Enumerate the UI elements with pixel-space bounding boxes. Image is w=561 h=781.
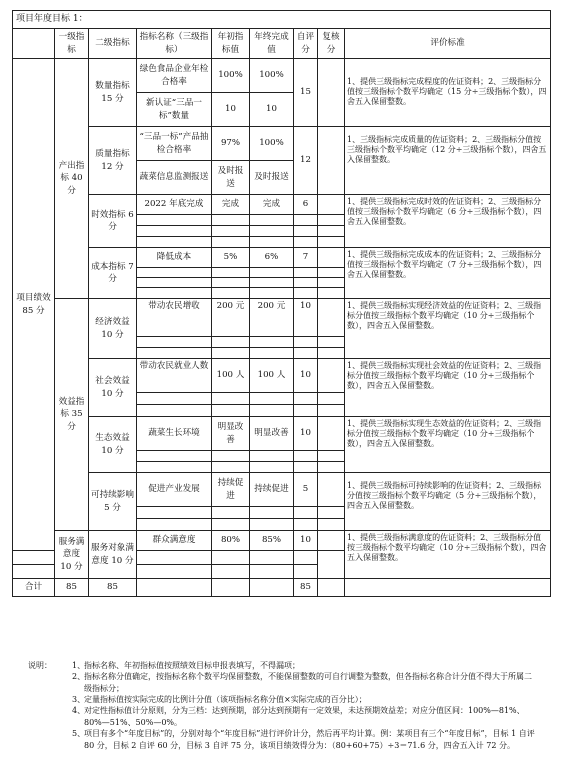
empty-cell <box>212 405 250 417</box>
self-score: 10 <box>294 531 318 551</box>
header-level3: 指标名称（三级指标） <box>137 29 212 59</box>
empty-cell <box>137 519 212 531</box>
evaluation-sheet <box>12 10 550 597</box>
economic-benefit-label: 经济效益 10 分 <box>89 299 137 359</box>
empty-cell <box>294 268 318 278</box>
empty-cell <box>250 215 294 226</box>
empty-cell <box>294 393 318 405</box>
empty-cell <box>318 237 345 248</box>
empty-cell <box>250 579 294 597</box>
empty-cell <box>294 451 318 462</box>
review-score <box>318 299 345 337</box>
note-item <box>28 728 538 751</box>
empty-cell <box>137 226 212 237</box>
header-final: 年终完成值 <box>250 29 294 59</box>
empty-cell <box>137 337 212 348</box>
empty-cell <box>137 462 212 473</box>
final-value: 100% <box>250 127 294 161</box>
final-value: 明显改善 <box>250 417 294 451</box>
indicator-name: 降低成本 <box>137 248 212 268</box>
review-score <box>318 248 345 268</box>
empty-cell <box>212 337 250 348</box>
empty-cell <box>318 226 345 237</box>
initial-value: 97% <box>212 127 250 161</box>
note-number: 5、 <box>72 729 86 739</box>
review-score <box>318 531 345 551</box>
empty-cell <box>212 551 250 565</box>
self-score: 10 <box>294 417 318 451</box>
empty-cell <box>250 462 294 473</box>
empty-cell <box>318 462 345 473</box>
empty-cell <box>318 337 345 348</box>
empty-cell <box>294 237 318 248</box>
empty-cell <box>250 278 294 288</box>
initial-value: 完成 <box>212 195 250 215</box>
self-score: 6 <box>294 195 318 215</box>
final-value: 持续促进 <box>250 473 294 507</box>
header-level1: 一级指标 <box>55 29 89 59</box>
empty-cell <box>137 348 212 359</box>
criteria-text: 1、提供三级指标完成时效的佐证资料；2、三级指标分值按三级指标个数平均确定（6 分÷三级指标个数），四舍五入保留整数。 <box>345 195 551 248</box>
note-item <box>28 671 538 694</box>
note-number: 2、 <box>72 672 86 682</box>
empty-cell <box>250 451 294 462</box>
empty-cell <box>318 215 345 226</box>
criteria-text: 1、提供三级指标满意度的佐证资料；2、三级指标分值按三级指标个数平均确定（10 分÷三级指标个数），四舍五入保留整数。 <box>345 531 551 579</box>
empty-cell <box>212 507 250 519</box>
initial-value: 明显改善 <box>212 417 250 451</box>
empty-cell <box>137 405 212 417</box>
empty-cell <box>318 268 345 278</box>
note-item <box>28 694 538 705</box>
empty-cell <box>250 288 294 299</box>
total-self-score: 85 <box>294 579 318 597</box>
criteria-text: 1、提供三级指标完成程度的佐证资料；2、三级指标分值按三级指标个数平均确定（15 分÷三级指标个数），四舍五入保留整数。 <box>345 59 551 127</box>
empty-cell <box>294 337 318 348</box>
indicator-name: “三品一标”产品抽检合格率 <box>137 127 212 161</box>
ecological-benefit-label: 生态效益 10 分 <box>89 417 137 473</box>
empty-cell <box>294 507 318 519</box>
indicator-name: 新认证“三品一标”数量 <box>137 93 212 127</box>
empty-cell <box>212 348 250 359</box>
final-value: 6% <box>250 248 294 268</box>
total-level2: 85 <box>89 579 137 597</box>
header-criteria: 评价标准 <box>345 29 551 59</box>
empty-cell <box>137 268 212 278</box>
header-level2: 二级指标 <box>89 29 137 59</box>
note-text: 定量指标值按实际完成的比例计分值（该项指标名称分值×实际完成的百分比）； <box>84 695 367 705</box>
timeliness-indicator-label: 时效指标 6 分 <box>89 195 137 248</box>
initial-value: 5% <box>212 248 250 268</box>
criteria-text: 1、提供三级指标实现经济效益的佐证资料；2、三级指标分值按三级指标个数平均确定（10 分÷三级指标个数），四舍五入保留整数。 <box>345 299 551 359</box>
empty-cell <box>318 348 345 359</box>
empty-cell <box>250 519 294 531</box>
criteria-text: 1、提供三级指标实现生态效益的佐证资料；2、三级指标分值按三级指标个数平均确定（10 分÷三级指标个数），四舍五入保留整数。 <box>345 417 551 473</box>
empty-cell <box>318 451 345 462</box>
indicator-name: 带动农民增收 <box>137 299 212 337</box>
empty-cell <box>318 405 345 417</box>
self-score: 12 <box>294 127 318 195</box>
criteria-text: 1、三级指标完成质量的佐证资料；2、三级指标分值按三级指标个数平均确定（12 分÷三级指标个数），四舍五入保留整数。 <box>345 127 551 195</box>
empty-cell <box>250 226 294 237</box>
benefit-indicator-label: 效益指标 35 分 <box>55 299 89 531</box>
empty-cell <box>212 215 250 226</box>
empty-cell <box>137 288 212 299</box>
empty-cell <box>137 215 212 226</box>
empty-cell <box>250 268 294 278</box>
empty-cell <box>13 565 55 579</box>
note-number: 3、 <box>72 695 86 705</box>
criteria-text: 1、提供三级指标完成成本的佐证资料；2、三级指标分值按三级指标个数平均确定（7 分÷三级指标个数），四舍五入保留整数。 <box>345 248 551 299</box>
final-value: 及时报送 <box>250 161 294 195</box>
empty-cell <box>294 551 318 565</box>
quantity-indicator-label: 数量指标 15 分 <box>89 59 137 127</box>
final-value: 200 元 <box>250 299 294 337</box>
indicator-name: 群众满意度 <box>137 531 212 551</box>
empty-cell <box>318 288 345 299</box>
empty-cell <box>294 565 318 579</box>
cost-indicator-label: 成本指标 7 分 <box>89 248 137 299</box>
service-object-satisfaction-label: 服务对象满意度 10 分 <box>89 531 137 579</box>
empty-cell <box>294 215 318 226</box>
header-initial: 年初指标值 <box>212 29 250 59</box>
empty-cell <box>294 226 318 237</box>
initial-value: 100 人 <box>212 359 250 393</box>
empty-cell <box>13 551 55 565</box>
self-score: 10 <box>294 299 318 337</box>
final-value: 10 <box>250 93 294 127</box>
service-satisfaction-label: 服务满意度 10 分 <box>55 531 89 579</box>
empty-cell <box>250 393 294 405</box>
empty-cell <box>137 278 212 288</box>
header-review-score: 复核分 <box>318 29 345 59</box>
note-item <box>28 705 538 728</box>
empty-cell <box>212 462 250 473</box>
empty-cell <box>294 519 318 531</box>
evaluation-table <box>12 10 551 597</box>
project-performance-label: 项目绩效 85 分 <box>13 59 55 551</box>
empty-cell <box>250 237 294 248</box>
quality-indicator-label: 质量指标 12 分 <box>89 127 137 195</box>
indicator-name: 促进产业发展 <box>137 473 212 507</box>
note-text: 指标名称、年初指标值按照绩效目标申报表填写，不得漏项； <box>84 661 300 670</box>
initial-value: 持续促进 <box>212 473 250 507</box>
note-text: 对定性指标值计分原则，分为三档：达到预期，部分达到预期有一定效果，未达预期效益差；对应分值区间：100%—81%、80%—51%、50%—0%。 <box>84 706 525 727</box>
empty-cell <box>294 405 318 417</box>
empty-cell <box>137 551 212 565</box>
empty-cell <box>294 278 318 288</box>
empty-cell <box>318 278 345 288</box>
total-label: 合计 <box>13 579 55 597</box>
initial-value: 及时报送 <box>212 161 250 195</box>
notes-lead: 说明： <box>28 661 52 670</box>
empty-cell <box>212 451 250 462</box>
indicator-name: 蔬菜信息监测报送 <box>137 161 212 195</box>
empty-cell <box>294 288 318 299</box>
initial-value: 100% <box>212 59 250 93</box>
notes-section <box>28 660 538 751</box>
empty-cell <box>137 507 212 519</box>
empty-cell <box>212 565 250 579</box>
note-number: 1、 <box>72 661 86 670</box>
note-text: 指标名称分值确定，按指标名称个数平均保留整数，不能保留整数的可自行调整为整数，但各指标名称合计分值不得大于所属二级指标分； <box>84 672 532 693</box>
initial-value: 10 <box>212 93 250 127</box>
final-value: 完成 <box>250 195 294 215</box>
empty-cell <box>250 405 294 417</box>
self-score: 10 <box>294 359 318 393</box>
empty-cell <box>250 551 294 565</box>
self-score: 15 <box>294 59 318 127</box>
review-score <box>318 59 345 127</box>
indicator-name: 带动农民就业人数 <box>137 359 212 393</box>
empty-cell <box>212 226 250 237</box>
empty-cell <box>318 519 345 531</box>
note-text: 项目有多个“年度目标”的，分别对每个“年度目标”进行评价计分，然后再平均计算。例：某项目有三个“年度目标”，目标 1 自评 80 分，目标 2 自评 60 分，目标 3 自评 75 分，该项目绩效得分为：（80+60+75）÷3＝71.6 分，四舍五入计 72 分。 <box>84 729 535 750</box>
empty-cell <box>212 237 250 248</box>
header-self-score: 自评分 <box>294 29 318 59</box>
empty-cell <box>294 348 318 359</box>
empty-cell <box>212 278 250 288</box>
empty-cell <box>212 393 250 405</box>
initial-value: 80% <box>212 531 250 551</box>
sustainable-impact-label: 可持续影响 5 分 <box>89 473 137 531</box>
social-benefit-label: 社会效益 10 分 <box>89 359 137 417</box>
header-blank <box>13 29 55 59</box>
empty-cell <box>318 507 345 519</box>
empty-cell <box>137 451 212 462</box>
review-score <box>318 359 345 393</box>
final-value: 85% <box>250 531 294 551</box>
empty-cell <box>250 337 294 348</box>
empty-cell <box>250 348 294 359</box>
indicator-name: 绿色食品企业年检合格率 <box>137 59 212 93</box>
criteria-text: 1、提供三级指标可持续影响的佐证资料；2、三级指标分值按三级指标个数平均确定（5 分÷三级指标个数），四舍五入保留整数。 <box>345 473 551 531</box>
final-value: 100 人 <box>250 359 294 393</box>
final-value: 100% <box>250 59 294 93</box>
empty-cell <box>318 393 345 405</box>
self-score: 5 <box>294 473 318 507</box>
empty-cell <box>212 579 250 597</box>
table-title: 项目年度目标 1： <box>13 11 551 29</box>
self-score: 7 <box>294 248 318 268</box>
note-item <box>28 660 538 671</box>
empty-cell <box>250 565 294 579</box>
output-indicator-label: 产出指标 40 分 <box>55 59 89 299</box>
empty-cell <box>212 288 250 299</box>
empty-cell <box>137 579 212 597</box>
indicator-name: 蔬菜生长环境 <box>137 417 212 451</box>
empty-cell <box>294 462 318 473</box>
total-level1: 85 <box>55 579 89 597</box>
indicator-name: 2022 年底完成 <box>137 195 212 215</box>
review-score <box>318 417 345 451</box>
criteria-text: 1、提供三级指标实现社会效益的佐证资料；2、三级指标分值按三级指标个数平均确定（10 分÷三级指标个数），四舍五入保留整数。 <box>345 359 551 417</box>
empty-cell <box>137 393 212 405</box>
empty-cell <box>212 519 250 531</box>
empty-cell <box>137 565 212 579</box>
empty-cell <box>318 579 345 597</box>
review-score <box>318 127 345 195</box>
empty-cell <box>250 507 294 519</box>
empty-cell <box>137 237 212 248</box>
review-score <box>318 473 345 507</box>
empty-cell <box>212 268 250 278</box>
initial-value: 200 元 <box>212 299 250 337</box>
empty-cell <box>345 579 551 597</box>
note-number: 4、 <box>72 706 86 716</box>
review-score <box>318 195 345 215</box>
